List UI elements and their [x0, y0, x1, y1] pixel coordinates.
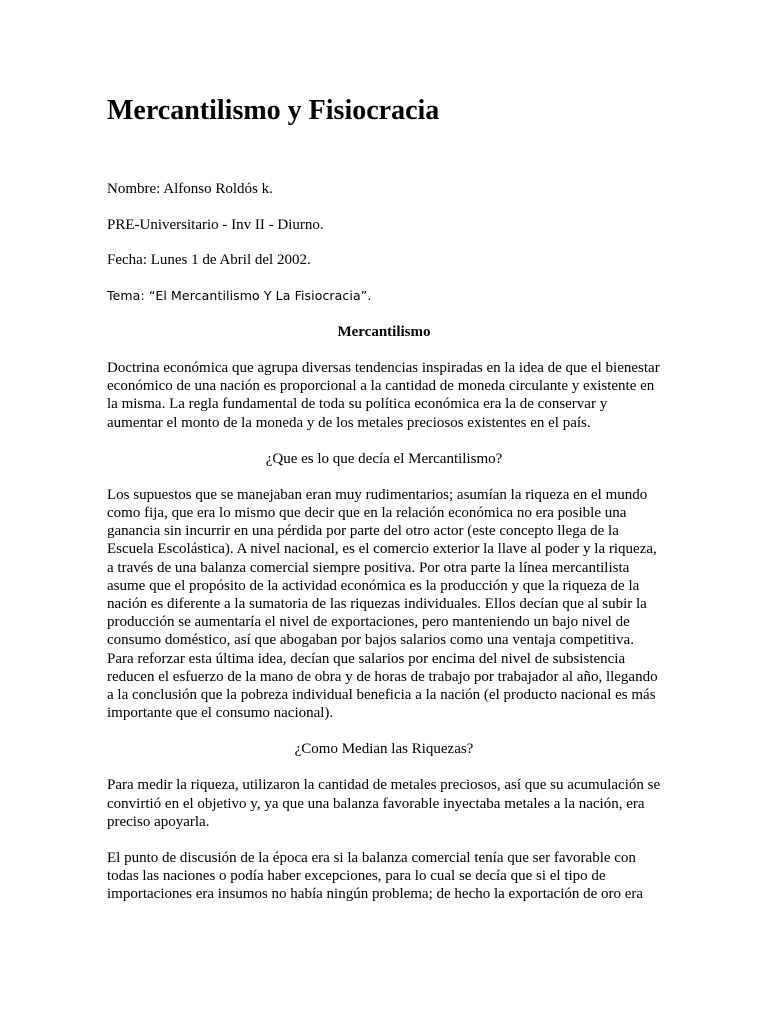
question-heading-2: ¿Como Median las Riquezas?: [294, 741, 474, 758]
paragraph-wealth-measure: Para medir la riqueza, utilizaron la cantidad de metales preciosos, así que su acumulación se convirtió en el objetivo y, ya que una balanza favorable inyectaba metales a la nación, era preciso apoyarla.: [107, 777, 661, 830]
course-line: PRE-Universitario - Inv II - Diurno.: [107, 217, 324, 233]
date-line: Fecha: Lunes 1 de Abril del 2002.: [107, 252, 311, 268]
section-heading-mercantilismo: Mercantilismo: [337, 324, 431, 340]
author-line: Nombre: Alfonso Roldós k.: [107, 181, 273, 197]
document-title: Mercantilismo y Fisiocracia: [107, 95, 440, 126]
paragraph-assumptions: Los supuestos que se manejaban eran muy rudimentarios; asumían la riqueza en el mundo como fija, que era lo mismo que decir que en la relación económica no era posible una ganancia sin incurrir en una pérdida por parte del otro actor (este concepto llega de la Escuela Escolástica). A nivel nacional, es el comercio exterior la llave al poder y la riqueza, a través de una balanza comercial siempre positiva. Por otra parte la línea mercantilista asume que el propósito de la actividad económica es la producción y que la riqueza de la nación es diferente a la sumatoria de las riquezas individuales. Ellos decían que al subir la producción se aumentaría el nivel de exportaciones, pero manteniendo un bajo nivel de consumo doméstico, así que abogaban por bajos salarios como una ventaja competitiva. Para reforzar esta última idea, decían que salarios por encima del nivel de subsistencia reducen el esfuerzo de la mano de obra y de horas de trabajo por trabajador al año, llegando a la conclusión que la pobreza individual beneficia a la nación (el producto nacional es más importante que el consumo nacional).: [107, 486, 658, 722]
question-heading-1: ¿Que es lo que decía el Mercantilismo?: [265, 450, 503, 467]
topic-line: Tema: “El Mercantilismo Y La Fisiocracia”.: [107, 288, 372, 303]
paragraph-definition: Doctrina económica que agrupa diversas tendencias inspiradas en la idea de que el bienestar económico de una nación es proporcional a la cantidad de moneda circulante y existente en la misma. La regla fundamental de toda su política económica era la de conservar y aumentar el monto de la moneda y de los metales preciosos existentes en el país.: [107, 360, 660, 431]
paragraph-trade-balance: El punto de discusión de la época era si la balanza comercial tenía que ser favorable con todas las naciones o podía haber excepciones, para lo cual se decía que si el tipo de importaciones era insumos no había ningún problema; de hecho la exportación de oro era: [107, 850, 644, 903]
